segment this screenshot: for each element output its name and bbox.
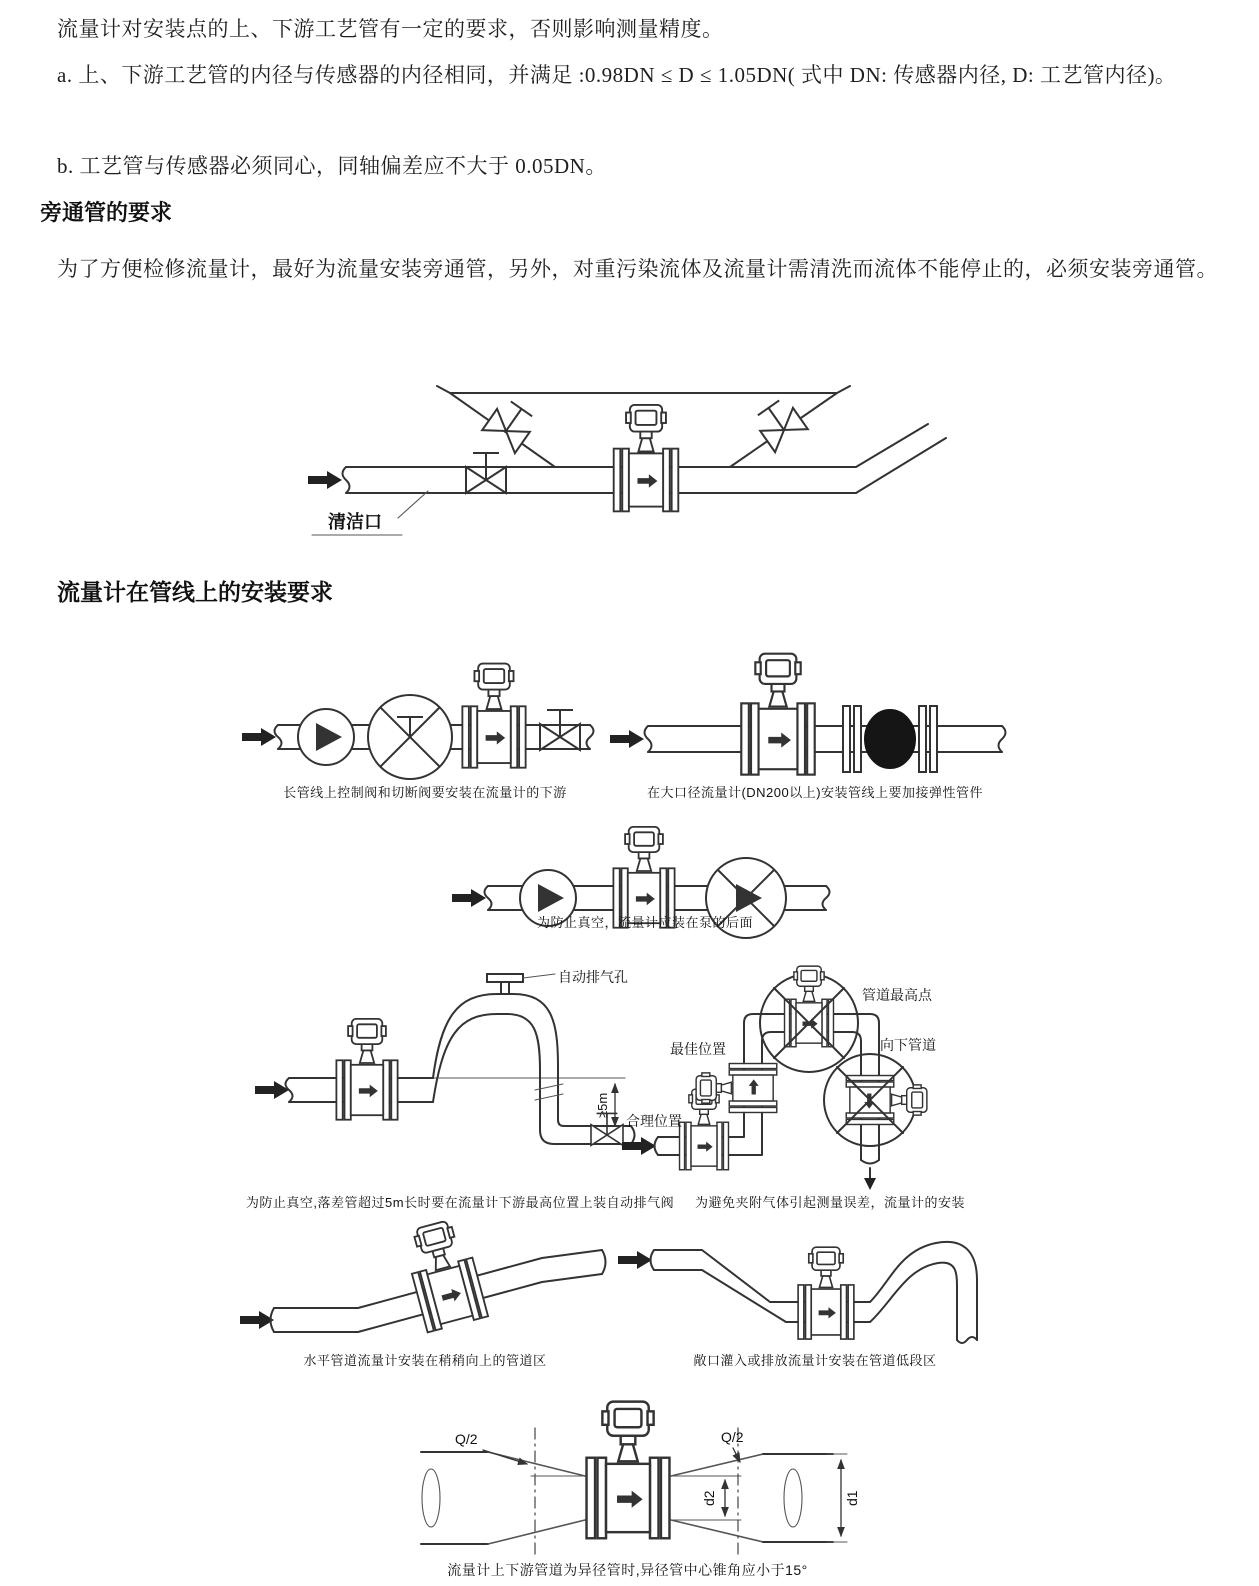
pipe-line — [346, 467, 856, 493]
pipe-end — [651, 1250, 655, 1270]
highest-point-label: 管道最高点 — [862, 987, 932, 1003]
flow-arrow-icon — [242, 728, 276, 746]
elastic-fitting-icon — [865, 710, 915, 768]
flow-arrow-icon — [240, 1311, 274, 1329]
caption-row1-left: 长管线上控制阀和切断阀要安装在流量计的下游 — [283, 785, 567, 800]
angle-left-label: Q/2 — [455, 1431, 478, 1447]
valve-icon — [540, 710, 580, 750]
valve-icon — [466, 453, 506, 493]
caption-row1-right: 在大口径流量计(DN200以上)安装管线上要加接弹性管件 — [646, 785, 984, 800]
pipe-end — [587, 725, 594, 749]
pipe-end — [999, 726, 1006, 752]
item-a-paragraph: a. 上、下游工艺管的内径与传感器的内径相同，并满足 :0.98DN ≤ D ≤ 1.05DN( 式中 DN: 传感器内径, D: 工艺管内径)。 — [57, 63, 1177, 87]
item-b-paragraph: b. 工艺管与传感器必须同心，同轴偏差应不大于 0.05DN。 — [57, 154, 607, 178]
down-arrow-icon — [864, 1178, 876, 1190]
caption-row4-right: 敞口灌入或排放流量计安装在管道低段区 — [693, 1353, 937, 1368]
flow-arrow-icon — [255, 1081, 289, 1099]
flow-meter-icon — [401, 1217, 488, 1333]
pipe-end — [823, 886, 830, 910]
angle-right-label: Q/2 — [721, 1429, 744, 1445]
diagram-row4-right — [618, 1222, 1018, 1352]
vent-icon — [487, 974, 523, 994]
prohibited-marker — [760, 966, 858, 1072]
flow-meter-icon — [798, 1247, 854, 1339]
flow-meter-icon — [741, 654, 814, 775]
bypass-diagram — [300, 368, 950, 538]
angle-leader — [483, 1450, 527, 1464]
reasonable-position-label: 合理位置 — [626, 1113, 682, 1129]
min-drop-label: ≥5m — [595, 1092, 610, 1118]
install-heading: 流量计在管线上的安装要求 — [57, 579, 333, 605]
reducer-cone-line — [488, 1452, 585, 1544]
best-position-label: 最佳位置 — [670, 1041, 726, 1057]
pipe-end — [957, 1337, 977, 1343]
flow-meter-icon — [614, 405, 679, 511]
flow-arrow-icon — [618, 1251, 652, 1269]
bypass-heading: 旁通管的要求 — [40, 200, 173, 225]
diagram-row1-left — [242, 642, 607, 797]
pipe-line — [433, 1014, 631, 1144]
pipe-line — [856, 424, 946, 493]
d2-label: d2 — [701, 1490, 717, 1506]
pipe-end — [645, 726, 652, 752]
pipe-end — [343, 467, 350, 493]
auto-vent-label: 自动排气孔 — [558, 969, 628, 985]
diagram-row3-left — [255, 970, 650, 1182]
flow-arrow-icon — [308, 471, 342, 489]
flow-arrow-icon — [622, 1137, 656, 1155]
diagram-row1-right — [610, 634, 1015, 799]
diagram-row3-right — [622, 950, 982, 1190]
flow-meter-icon — [587, 1402, 670, 1539]
pipe-line — [648, 726, 1002, 752]
leader-line — [398, 491, 428, 518]
pipe-end — [422, 1469, 440, 1527]
flow-arrow-icon — [610, 730, 644, 748]
bypass-paragraph: 为了方便检修流量计，最好为流量安装旁通管，另外，对重污染流体及流量计需清洗而流体不能停止的，必须安装旁通管。 — [57, 257, 1218, 281]
caption-row3-left: 为防止真空,落差管超过5m长时要在流量计下游最高位置上装自动排气阀 — [245, 1195, 675, 1210]
flange-icon — [919, 706, 937, 772]
flange-icon — [843, 706, 861, 772]
d1-label: d1 — [844, 1490, 860, 1506]
reducer-cone-line — [671, 1454, 763, 1542]
diagram-row5 — [393, 1380, 863, 1560]
pipe-break — [784, 1469, 802, 1527]
caption-row4-left: 水平管道流量计安装在稍稍向上的管道区 — [303, 1353, 547, 1368]
caption-row5: 流量计上下游管道为异径管时,异径管中心锥角应小于15° — [447, 1562, 808, 1578]
flow-meter-icon — [336, 1019, 397, 1120]
pump-icon — [298, 709, 354, 765]
leader-line — [523, 974, 555, 978]
diagram-row4-left — [240, 1222, 610, 1352]
bypass-header-tick — [437, 386, 850, 393]
caption-row3-right: 为避免夹附气体引起测量误差，流量计的安装 — [694, 1195, 965, 1210]
flow-meter-icon — [462, 664, 525, 768]
pipe-end — [861, 1160, 879, 1164]
pipe-end — [602, 1250, 606, 1274]
valve-icon — [752, 396, 808, 452]
flow-arrow-icon — [452, 889, 486, 907]
valve-icon — [482, 397, 538, 453]
prohibited-marker — [824, 1054, 927, 1146]
pipe-end — [655, 1137, 659, 1155]
pipe-line — [421, 1452, 488, 1544]
intro-paragraph: 流量计对安装点的上、下游工艺管有一定的要求，否则影响测量精度。 — [57, 17, 724, 41]
pipe-line — [763, 1454, 833, 1542]
clean-port-label: 清洁口 — [328, 512, 382, 532]
caption-row2: 为防止真空，流量计应装在泵的后面 — [536, 915, 753, 930]
control-valve-icon — [368, 695, 452, 779]
down-pipe-label: 向下管道 — [880, 1037, 936, 1053]
